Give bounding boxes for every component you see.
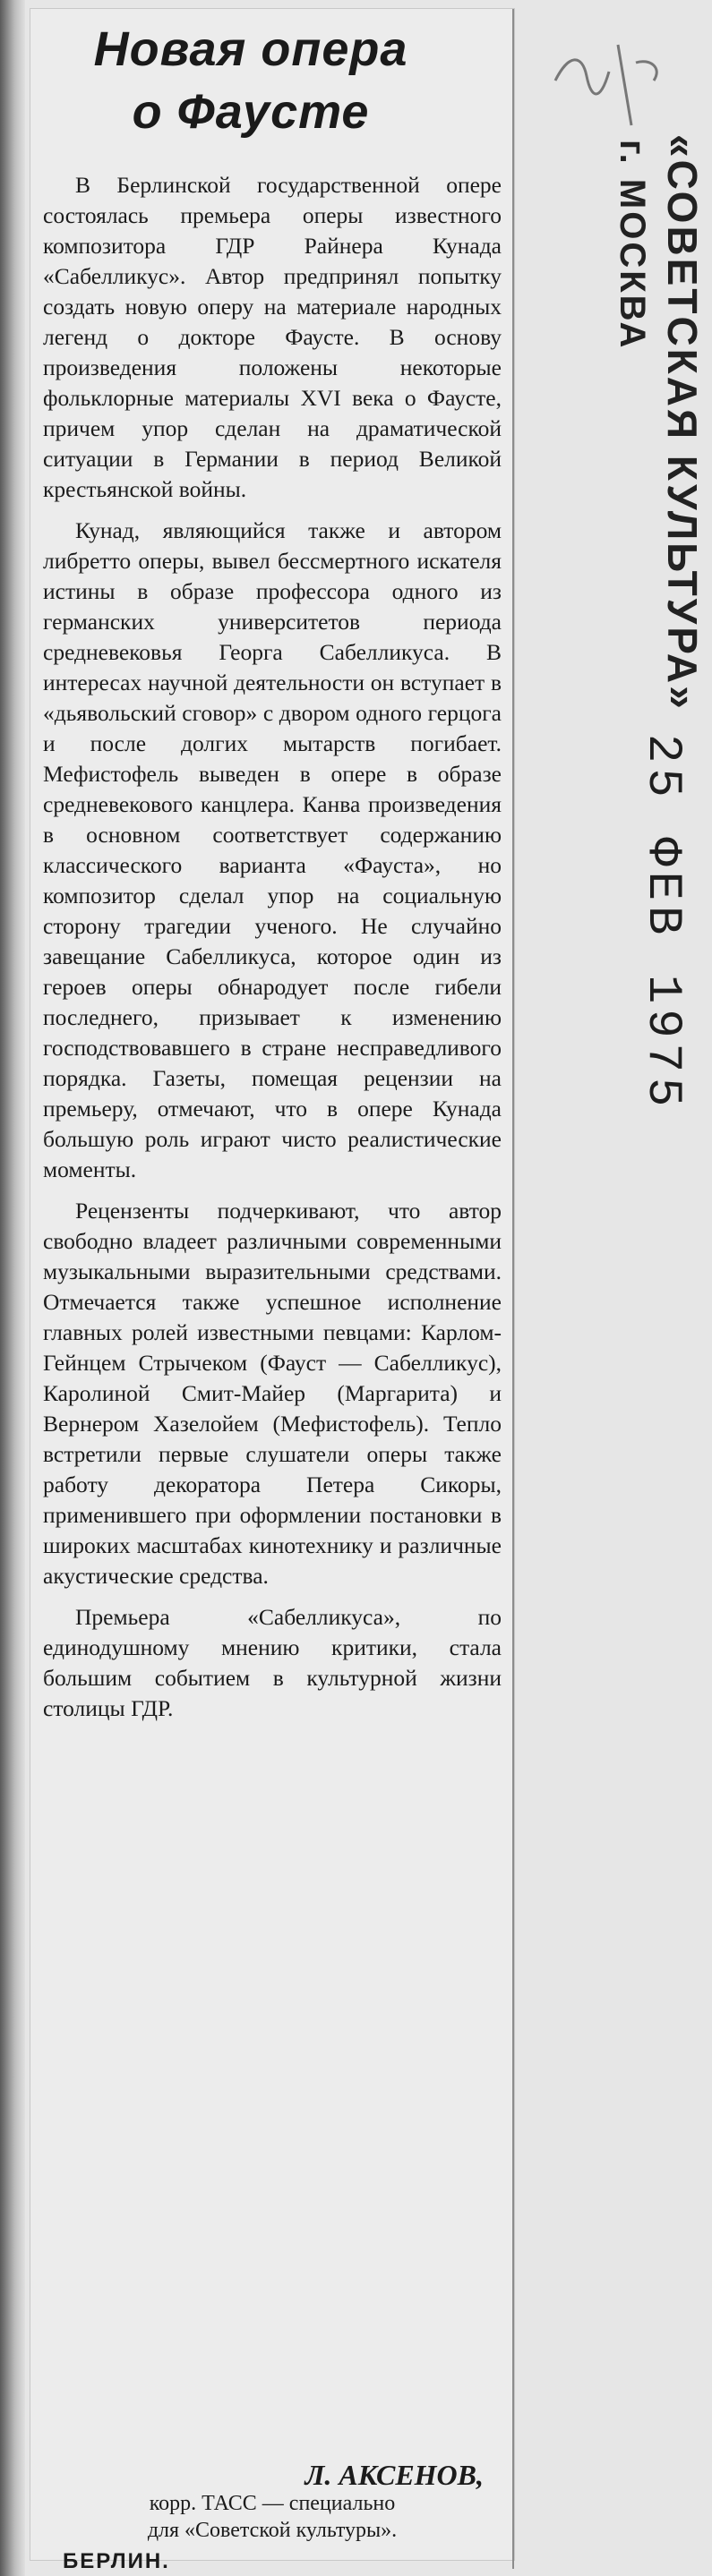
stamp-city: г. МОСКВА [613, 140, 652, 351]
article-body [43, 170, 502, 1735]
stamp-text [607, 134, 708, 712]
signature-role-line-1: корр. ТАСС — специально [149, 2492, 396, 2515]
signature-role-line-2: для «Советской культуры». [147, 2519, 398, 2542]
handwritten-mark [546, 27, 681, 134]
dateline-city: БЕРЛИН. [63, 2549, 170, 2573]
article-signature [43, 2460, 502, 2544]
article-paragraph-4: Премьера «Сабелликуса», по единодушному мнению критики, стала большим событием в культурной жизни столицы ГДР. [43, 1604, 502, 1721]
article-paragraph-1: В Берлинской государственной опере состоялась премьера оперы известного композитора ГДР Райнера Кунада «Сабелликус». Автор предпринял попытку создать новую оперу на материале народных легенд о докторе Фаусте. В основу произведения положены некоторые фольклорные материалы XVI века о Фаусте, причем упор сделан на драматической ситуации в Германии в период Великой крестьянской войны. [43, 172, 502, 502]
stamp-date: 25 ФЕВ 1975 [635, 734, 690, 1113]
article-paragraph-2: Кунад, являющийся также и автором либретто оперы, вывел бессмертного искателя истины в образе профессора одного из германских университетов периода средневековья Георга Сабелликуса. В интересах научной деятельности он вступает в «дьявольский сговор» с двором одного герцога и после долгих мытарств погибает. Мефистофель выведен в опере в образе средневекового канцлера. Канва произведения в основном соответствует содержанию классического варианта «Фауста», но композитор сделал упор на социальную сторону трагедии ученого. Не случайно завещание Сабелликуса, которое один из героев оперы обнародует после гибели последнего, призывает к изменению господствовавшего в стране несправедливого порядка. Газеты, помещая рецензии на премьеру, отмечают, что в опере Кунада большую роль играют чисто реалистические моменты. [43, 517, 502, 1182]
article-paragraph-3: Рецензенты подчеркивают, что автор свободно владеет различными современными музыкальными выразительными средствами. Отмечается также успешное исполнение главных ролей известными певцами: Карлом-Гейнцем Стрычеком (Фауст — Сабелликус), Каролиной Смит-Майер (Маргарита) и Вернером Хазелойем (Мефистофель). Тепло встретили первые слушатели оперы также работу декоратора Петера Сикоры, применившего при оформлении постановки в широких масштабах кинотехнику и различные акустические средства. [43, 1198, 502, 1589]
signature-author: Л. АКСЕНОВ, [305, 2459, 484, 2491]
scan-edge [0, 0, 25, 2576]
headline-line-2: о Фаусте [132, 85, 370, 139]
article-headline [54, 18, 448, 143]
headline-line-1: Новая опера [93, 22, 408, 76]
stamp-title: «СОВЕТСКАЯ КУЛЬТУРА» [659, 134, 706, 712]
